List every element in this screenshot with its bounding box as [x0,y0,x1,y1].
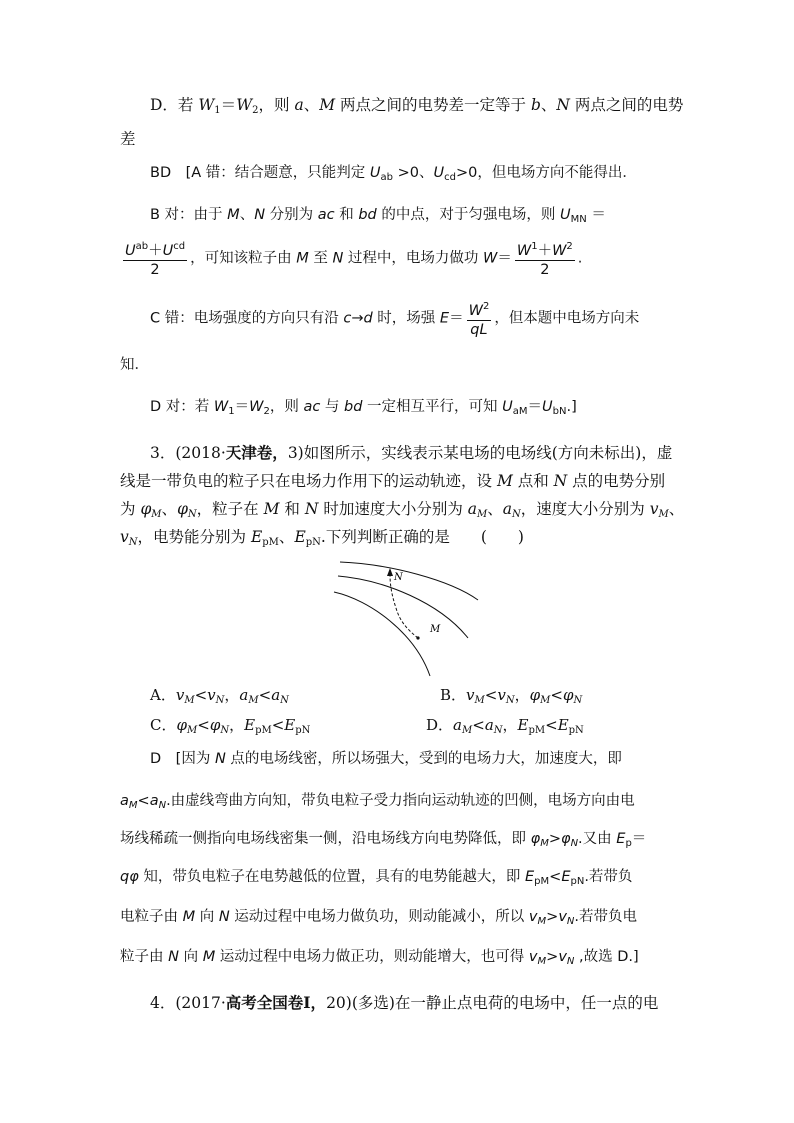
answer-b-line2: $\frac{U^{ab}+U^{cd}}{2}$ ，可知该粒子由 M 至 N 过程中，电场力做功 W＝ $\frac{W^1+W^2}{2}$ . [120,238,582,279]
label-m: M [430,624,441,635]
trajectory-arrow [387,568,393,576]
field-line-1 [340,562,478,600]
ans3-line4: qφ 知，带负电粒子在电势越低的位置，具有的电势能越大，即 $E_{pM}<E_{pN}$.若带负 [120,869,633,887]
ans3-line2: $a_M<a_N$.由虚线弯曲方向知，带负电粒子受力指向运动轨迹的凹侧，电场方向由电 [120,793,635,811]
answer-bd: BD [A 错：结合题意，只能判定 $U_{ab} >0$、$U_{cd}>0$，但电场方向不能得出． [150,165,637,183]
q3-line4: $v_N$，电势能分别为 $E_{pM}$、$E_{pN}$.下列判断正确的是 ( ) [120,528,524,548]
answer-b-line1: B 对：由于 M、N 分别为 ac 和 bd 的中点，对于匀强电场，则 $U_{MN}$ ＝ [150,207,606,225]
answer-c-cont: 知． [120,357,149,373]
option-d: D．$a_M<a_N$，$E_{pM}<E_{pN}$ [426,716,584,736]
option-b: B．$v_M<v_N$，$\varphi_M<\varphi_N$ [440,686,583,706]
trajectory [390,574,418,638]
option-c: C．$\varphi_M<\varphi_N$，$E_{pM}<E_{pN}$ [150,716,311,736]
field-line-figure [330,558,480,680]
field-line-3 [334,592,430,676]
option-d-cont: 差 [120,130,136,148]
field-line-2 [338,576,468,638]
q3-line3: 为 $\varphi_M$、$\varphi_N$，粒子在 M 和 N 时加速度大小分别为 $a_M$、$a_N$，速度大小分别为 $v_M$、 [120,500,685,520]
option-a: A．$v_M<v_N$，$a_M<a_N$ [150,686,289,706]
ans3-line5: 电粒子由 M 向 N 运动过程中电场力做负功，则动能减小，所以 $v_M>v_N$.若带负电 [120,909,637,927]
q3-line2: 线是一带负电的粒子只在电场力作用下的运动轨迹，设 M 点和 N 点的电势分别 [120,472,666,490]
ans3-line1: D [因为 N 点的电场线密，所以场强大，受到的电场力大，加速度大，即 [150,751,622,767]
q4-line1: 4．(2017·高考全国卷Ⅰ，20)(多选)在一静止点电荷的电场中，任一点的电 [150,993,659,1012]
option-d-text: D．若 $W_1=W_2$，则 a、M 两点之间的电势差一定等于 b、N 两点之间的电势 [150,96,684,116]
ans3-line6: 粒子由 N 向 M 运动过程中电场力做正功，则动能增大，也可得 $v_M>v_N$ ,故选 D.] [120,949,639,967]
ans3-line3: 场线稀疏一侧指向电场线密集一侧，沿电场线方向电势降低，即 $\varphi_M>\varphi_N$.又由 $E_p=$ [120,831,647,849]
answer-c-line: C 错：电场强度的方向只有沿 c→d 时，场强 E＝ $\frac{W^2}{qL}$ ，但本题中电场方向未 [150,298,639,339]
label-n: N [394,572,403,583]
point-m [416,636,419,639]
answer-d-line: D 对：若 $W_1=W_2$，则 ac 与 bd 一定相互平行，可知 $U_{aM}=U_{bN}$.] [150,399,577,417]
q3-line1: 3．(2018·天津卷，3)如图所示，实线表示某电场的电场线(方向未标出)，虚 [150,443,673,462]
